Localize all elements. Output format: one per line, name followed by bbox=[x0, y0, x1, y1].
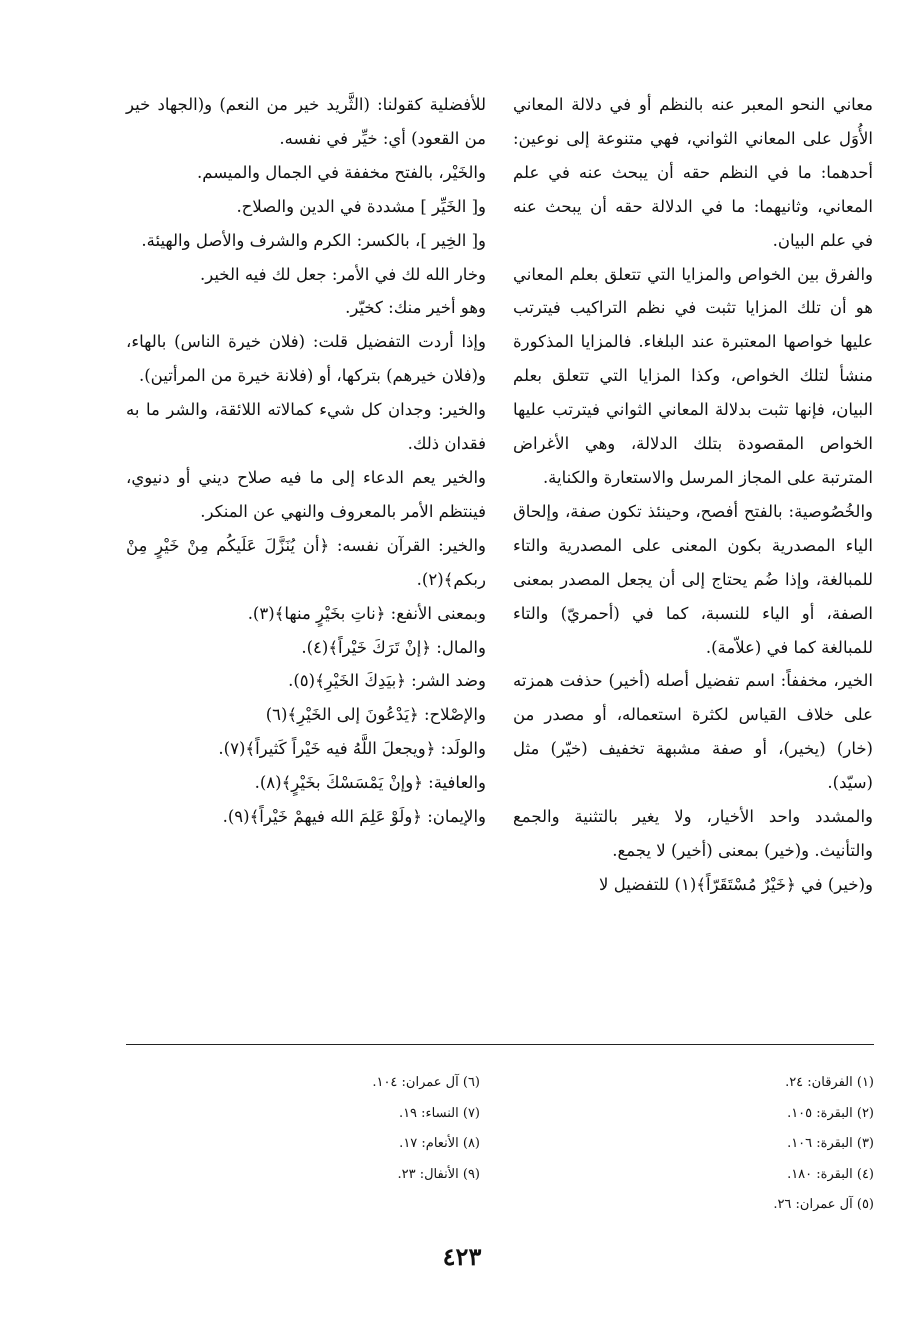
paragraph-didd-sharr: وضد الشر: ﴿بيَدِكَ الخَيْرِ﴾(٥). bbox=[288, 671, 486, 691]
footnote-5: (٥) آل عمران: ٢٦. bbox=[773, 1197, 874, 1212]
footnotes-right-column bbox=[544, 1068, 874, 1221]
footnote-1: (١) الفرقان: ٢٤. bbox=[785, 1075, 874, 1090]
footnote-7: (٧) النساء: ١٩. bbox=[398, 1105, 480, 1121]
paragraph-afdaliyya: للأفضلية كقولنا: (الثَّريد خير من النعم) و(الجهاد خير من القعود) أي: خيِّر في نفسه. bbox=[126, 95, 486, 148]
paragraph-mushaddad: والمشدد واحد الأخيار، ولا يغير بالتثنية والجمع والتأنيث. و(خير) بمعنى (أخير) لا يجمع. bbox=[513, 807, 873, 860]
paragraph-khir-kasr: و[ الخِير ]، بالكسر: الكرم والشرف والأصل والهيئة. bbox=[141, 230, 486, 250]
paragraph-walad: والولَد: ﴿ويجعلَ اللَّهُ فيه خَيْراً كَثيراً﴾(٧). bbox=[218, 739, 486, 759]
paragraph-khar-allah: وخار الله لك في الأمر: جعل لك فيه الخير. bbox=[199, 264, 486, 284]
paragraph-wijdan: والخير: وجدان كل شيء كمالاته اللائقة، والشر ما به فقدان ذلك. bbox=[126, 400, 486, 454]
paragraph-akhyar-minka: وهو أخير منك: كخيّر. bbox=[345, 298, 486, 318]
footnote-8: (٨) الأنعام: ١٧. bbox=[399, 1136, 480, 1151]
footnote-4: (٤) البقرة: ١٨٠. bbox=[787, 1166, 874, 1182]
paragraph-islah: والإصْلاح: ﴿يَدْعُونَ إلى الخَيْرِ﴾(٦) bbox=[265, 705, 486, 725]
footnotes-left-column bbox=[150, 1068, 480, 1190]
paragraph-quran: والخير: القرآن نفسه: ﴿أن يُنَزَّلَ عَلَيكُم مِنْ خَيْرٍ مِنْ ربكم﴾(٢). bbox=[126, 535, 486, 589]
paragraph-khususiyya: والخُصُوصية: بالفتح أفصح، وحينئذ تكون صفة، وإلحاق الياء المصدرية بكون المعنى على المصدرية والتاء للمبالغة، وإذا ضُم يحتاج إلى أن يجعل المصدر بمعنى الصفة، أو الياء للنسبة، كما في (أحمريّ) والتاء للمبالغة كما في (علاّمة). bbox=[513, 501, 873, 657]
paragraph-mal: والمال: ﴿إنْ تَرَكَ خَيْراً﴾(٤). bbox=[301, 637, 486, 657]
paragraph-khayr-fath: والخَيْر، بالفتح مخففة في الجمال والميسم. bbox=[196, 162, 486, 182]
main-text-right-column bbox=[513, 88, 873, 902]
main-text-left-column bbox=[126, 88, 486, 834]
paragraph-khayyir: و[ الخَيِّر ] مشددة في الدين والصلاح. bbox=[236, 196, 486, 216]
footnote-6: (٦) آل عمران: ١٠٤. bbox=[372, 1075, 480, 1090]
paragraph-anfa: وبمعنى الأنفع: ﴿ناتِ بخَيْرٍ منها﴾(٣). bbox=[247, 603, 486, 623]
paragraph-khayr-mukhaffaf: الخير، مخففاً: اسم تفضيل أصله (أخير) حذفت همزته على خلاف القياس لكثرة استعماله، أو مصدر من (خار) (يخير)، أو صفة مشبهة تخفيف (خيّر) مثل (سيّد). bbox=[513, 671, 873, 793]
footnote-divider bbox=[126, 1044, 874, 1045]
paragraph-iman: والإيمان: ﴿ولَوْ عَلِمَ الله فيهمْ خَيْراً﴾(٩). bbox=[222, 807, 486, 827]
paragraph-tafdil: وإذا أردت التفضيل قلت: (فلان خيرة الناس) بالهاء، و(فلان خيرهم) بتركها، أو (فلانة خيرة من المرأتين). bbox=[126, 332, 486, 386]
paragraph-dua: والخير يعم الدعاء إلى ما فيه صلاح ديني أو دنيوي، فينتظم الأمر بالمعروف والنهي عن المنكر. bbox=[126, 467, 486, 521]
footnote-9: (٩) الأنفال: ٢٣. bbox=[397, 1166, 480, 1182]
paragraph-afiya: والعافية: ﴿وإنْ يَمْسَسْكَ بخَيْرٍ﴾(٨). bbox=[254, 773, 486, 793]
page-number: ٤٢٣ bbox=[442, 1242, 482, 1271]
paragraph-nazm-intro: معاني النحو المعبر عنه بالنظم أو في دلالة المعاني الأُوَل على المعاني الثواني، فهي متنوعة إلى نوعين: أحدهما: ما في النظم حقه أن يبحث عنه في علم المعاني، وثانيهما: ما في الدلالة حقه أن يبحث عنه في علم البيان. bbox=[513, 95, 873, 250]
paragraph-khawass-mazaya: والفرق بين الخواص والمزايا التي تتعلق بعلم المعاني هو أن تلك المزايا تثبت في نظم التراكيب فيترتب عليها خواصها المعتبرة عند البلغاء. فالمزايا المذكورة منشأ لتلك الخواص، وكذا المزايا التي تتعلق بعلم البيان، فإنها تثبت بدلالة المعاني الثواني فيترتب عليها الخواص المقصودة بتلك الدلالة، وهي الأغراض المترتبة على المجاز المرسل والاستعارة والكناية. bbox=[513, 264, 873, 487]
footnote-2: (٢) البقرة: ١٠٥. bbox=[787, 1105, 874, 1121]
paragraph-khayr-mustaqarr: و(خير) في ﴿خَيْرٌ مُسْتَقَرّاً﴾(١) للتفضيل لا bbox=[599, 874, 873, 894]
footnote-3: (٣) البقرة: ١٠٦. bbox=[787, 1136, 874, 1151]
